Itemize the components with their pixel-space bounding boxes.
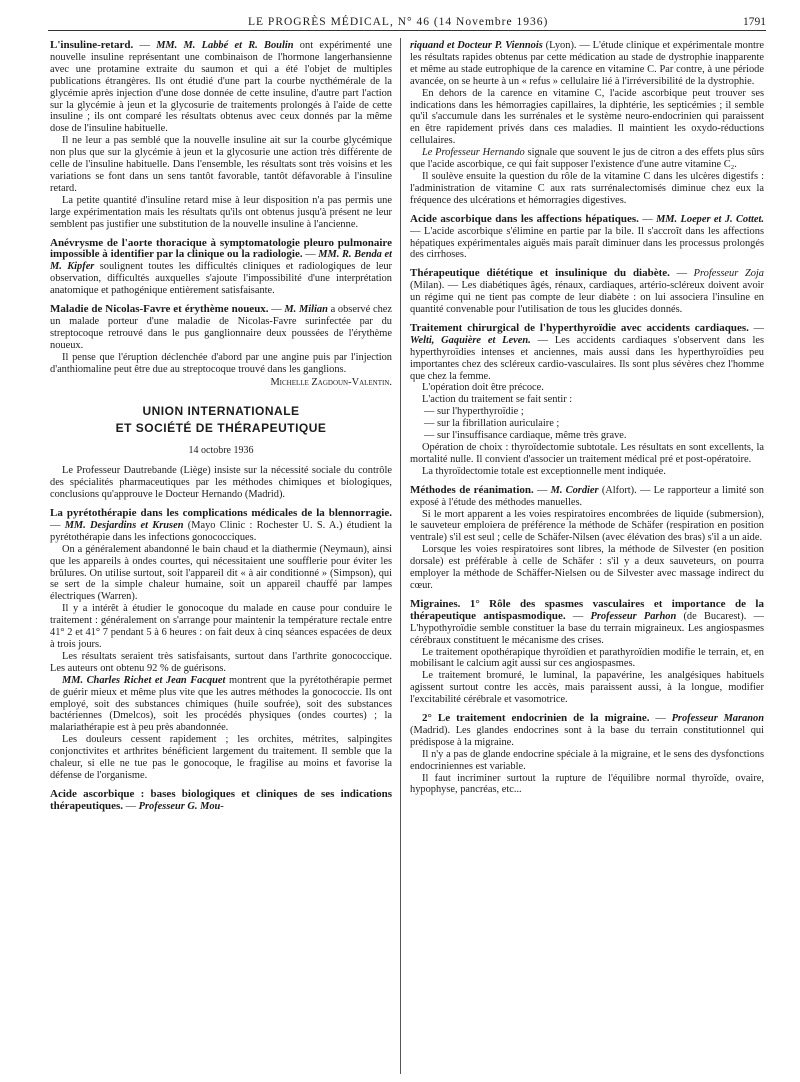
section-authors: Le Professeur Hernando bbox=[422, 147, 525, 159]
section-heading: 2° Le traitement endocrinien de la migraine. bbox=[422, 712, 650, 725]
section-authors: MM. Charles Richet et Jean Facquet bbox=[62, 674, 226, 686]
section-authors: M. Cordier bbox=[550, 484, 599, 496]
section-authors: MM. Desjardins et Krusen bbox=[64, 519, 184, 531]
paragraph: Lorsque les voies respiratoires sont libres, la méthode de Silvester (en position dorsale) est préférable à celle de Schäfer : s'il y a deux sauveteurs, on pourra employer la méthode de Schäffer-Nielsen ou de Silvester avec massage indirect du cœur. bbox=[410, 544, 764, 591]
section-diabete: Thérapeutique diététique et insulinique du diabète. — Professeur Zoja (Milan). — Les diabétiques âgés, rénaux, cardiaques, artério-scléreux doivent avoir un régime qui ne tient pas compte de leur diabète : on lui associera l'insuline en quantité convenable pour l'utilisation de tous les glucides donnés. bbox=[410, 267, 764, 316]
paragraph: Le Professeur Dautrebande (Liège) insiste sur la nécessité sociale du contrôle des spécialités pharmaceutiques par les méthodes chimiques et biologiques, conclusions qu'approuve le Docteur Hernando (Madrid). bbox=[50, 465, 392, 501]
section-heading: Thérapeutique diététique et insulinique du diabète. bbox=[410, 267, 670, 280]
section-authors: riquand et Docteur P. Viennois bbox=[410, 40, 543, 51]
section-authors: Professeur G. Mou- bbox=[138, 800, 224, 812]
section-heading: La pyrétothérapie dans les complications médicales de la blennorragie. bbox=[50, 507, 392, 519]
page-number: 1791 bbox=[743, 16, 766, 28]
paragraph: La petite quantité d'insuline retard mise à leur disposition n'a pas permis une large expérimentation mais les résultats qu'ils ont obtenus jusqu'à présent ne leur semblent pas justifier une substitution de la nouvelle insuline à l'ancienne. bbox=[50, 194, 392, 230]
section-text: (Madrid). Les glandes endocrines sont à la base du terrain constitutionnel qui prédispose à la migraine. bbox=[410, 724, 764, 748]
society-heading-line-2: ET SOCIÉTÉ DE THÉRAPEUTIQUE bbox=[115, 421, 327, 436]
paragraph: L'opération doit être précoce. bbox=[422, 382, 544, 394]
section-reanimation: Méthodes de réanimation. — M. Cordier (Alfort). — Le rapporteur a limité son exposé à l'étude des méthodes manuelles. bbox=[410, 483, 764, 508]
paragraph: Il ne leur a pas semblé que la nouvelle insuline ait sur la courbe glycémique non plus que sur la glycémie à jeun et la glycosurie une action très différente de celle de l'insuline habituelle. Dans l'ensemble, les résultats sont très voisins et les variations se font dans un sens tantôt favorable, tantôt défavorable à l'insuline retard. bbox=[50, 135, 392, 194]
list-item: — sur l'insuffisance cardiaque, même très grave. bbox=[424, 430, 627, 442]
section-heading: Migraines. 1° Rôle des spasmes vasculaires et importance de la thérapeutique antispasmodique. bbox=[410, 597, 764, 622]
section-hyperthyroidie: Traitement chirurgical de l'hyperthyroïdie avec accidents cardiaques. — Welti, Gaquière et Leven. — Les accidents cardiaques s'observent dans les hyperthyroïdies intenses et anciennes, mais aussi dans les hyperthyroïdies peu importantes chez des scléreux cardio-vasculaires. Ils sont plus sévères chez l'homme que chez la femme. bbox=[410, 321, 764, 382]
paragraph: La thyroïdectomie totale est exceptionnelle ment indiquée. bbox=[422, 465, 666, 477]
paragraph: On a généralement abandonné le bain chaud et la diathermie (Neymaun), ainsi que les appareils à ondes courtes, qui nécessitaient une soufflerie pour éviter les brûlures. On utilise surtout, soit l'appareil dit « à air conditionné » (Simpson), qui se sert de la simple chaleur humaine, soit un appareil chauffé par lampes électriques (Warren). bbox=[50, 543, 392, 603]
section-text: signale que souvent le jus de citron a des effets plus sûrs que l'acide ascorbique, ce qui fait supposer l'existence d'une autre vitamine C₂. bbox=[410, 147, 764, 171]
section-authors: M. Milian bbox=[284, 304, 328, 316]
paragraph: L'action du traitement se fait sentir : bbox=[422, 394, 573, 406]
section-heading: Traitement chirurgical de l'hyperthyroïdie avec accidents cardiaques. bbox=[410, 321, 749, 334]
section-acide-ascorbique: Acide ascorbique : bases biologiques et cliniques de ses indications thérapeutiques. — Professeur G. Mou- bbox=[50, 787, 392, 812]
paragraph: Le traitement opothérapique thyroïdien et parathyroïdien modifie le terrain, et, en mobilisant le calcium agit aussi sur ces angiospasmes. bbox=[410, 646, 764, 670]
paragraph: Les résultats seraient très satisfaisants, surtout dans l'arthrite gonococcique. Les auteurs ont obtenu 92 % de guérisons. bbox=[50, 650, 392, 674]
right-column bbox=[410, 40, 764, 1070]
paragraph: Il pense que l'éruption déclenchée d'abord par une angine puis par l'injection d'anthiomaline peut être due au streptocoque trouvé dans les ganglions. bbox=[50, 351, 392, 375]
paragraph: Opération de choix : thyroïdectomie subtotale. Les résultats en sont excellents, la mortalité nulle. Il convient d'associer un traitement médical pré et post-opératoire. bbox=[410, 442, 764, 465]
section-migraine-endocrinien: 2° Le traitement endocrinien de la migraine. — Professeur Maranon (Madrid). Les glandes endocrines sont à la base du terrain constitutionnel qui prédispose à la migraine. bbox=[410, 712, 764, 748]
signature: Michelle Zagdoun-Valentin. bbox=[270, 377, 392, 389]
paragraph: Si le mort apparent a les voies respiratoires encombrées de liquide (submersion), le sauveteur emploiera de préférence la méthode de Schäfer (respiration en position ventrale) s'il est seul ; celle de Schäfer-Nilsen (avec élévation des bras) s'il a un aide. bbox=[410, 508, 764, 544]
paragraph: Il y a intérêt à étudier le gonocoque du malade en cause pour conduire le traitement : généralement on s'arrange pour maintenir la température rectale entre 41° 2 et 41° 7 pendant 5 à 6 heures : on fait deux à cinq séances espacées de deux à trois jours. bbox=[50, 603, 392, 650]
section-migraines: Migraines. 1° Rôle des spasmes vasculaires et importance de la thérapeutique antispasmodique. — Professeur Parhon (de Bucarest). — L'hypothyroïdie semble constituer la base du terrain migraineux. Les angiospasmes cérébraux constituent le mécanisme des crises. bbox=[410, 597, 764, 646]
section-text: (Milan). — Les diabétiques âgés, rénaux, cardiaques, artério-scléreux doivent avoir un régime qui ne tient pas compte de leur diabète : on lui associera l'insuline en quantité convenable pour l'utilisation de tous les glucides donnés. bbox=[410, 280, 764, 316]
section-text: montrent que la pyrétothérapie permet de guérir mieux et même plus vite que les autres méthodes la gonococcie. Ils ont employé, soit des substances chimiques (huile soufrée), soit des substances bactériennes (Dmelcos), soit les procédés physiques (ondes courtes) ; la malariathérapie est à peu près abandonnée. bbox=[50, 674, 392, 734]
section-hepatiques: Acide ascorbique dans les affections hépatiques. — MM. Loeper et J. Cottet. — L'acide ascorbique s'élimine en partie par la bile. Il s'accroît dans les affections hépatiques expérimentales aiguës mais paraît diminuer dans les processus prolongés des cirrhoses. bbox=[410, 212, 764, 261]
list-item: — sur l'hyperthyroïdie ; bbox=[424, 406, 524, 418]
section-authors: Professeur Maranon bbox=[671, 713, 764, 725]
section-text: ont expérimenté une nouvelle insuline représentant une combinaison de l'hormone langerhansienne avec une protamine extraite du saumon et qui a été l'objet de multiples publications étrangères. Ils ont étudié d'une part la courbe nycthémérale de la glycémie après injection d'une dose donnée de cette insuline, d'autre part l'action sur la glycémie à jeun et la glycosurie de traitements prolongés à l'aide de cette insuline ; ils ont comparé les résultats obtenus avec ceux donnés par la même dose de l'insuline habituelle. bbox=[50, 40, 392, 135]
paragraph: Il faut incriminer surtout la rupture de l'équilibre normal thyroïde, ovaire, hypophyse, pancréas, etc... bbox=[410, 772, 764, 796]
section-text: (Alfort). — Le rapporteur a limité son exposé à l'étude des méthodes manuelles. bbox=[410, 484, 764, 508]
session-date: 14 octobre 1936 bbox=[188, 445, 254, 457]
section-authors: Professeur Parhon bbox=[590, 610, 677, 622]
journal-title: LE PROGRÈS MÉDICAL, N° 46 (14 Novembre 1936) bbox=[248, 16, 549, 28]
section-text: soulignent toutes les difficultés cliniques et radiologiques de leur observation, difficultés auxquelles s'ajoute l'impossibilité d'une interprétation anatomique et pathogénique entièrement satisfaisante. bbox=[50, 261, 392, 297]
section-heading: Acide ascorbique : bases biologiques et cliniques de ses indications thérapeutiques. bbox=[50, 787, 392, 812]
paragraph: Il soulève ensuite la question du rôle de la vitamine C dans les ulcères digestifs : l'administration de vitamine C aux rats surrénalectomisés diminue chez eux la fréquence des ulcérations et hémorragies digestives. bbox=[410, 170, 764, 206]
section-text: (Lyon). — L'étude clinique et expérimentale montre les résultats rapides obtenus par cette médication au stade de dystrophie inapparente et même au stade eutrophique de la carence en vitamine C. Par contre, à une période avancée, on se heurte à un « refus » cellulaire lié à l'irréversibilité de la dystrophie. bbox=[410, 40, 764, 87]
section-heading: Maladie de Nicolas-Favre et érythème noueux. bbox=[50, 303, 269, 316]
running-header bbox=[0, 10, 800, 32]
society-heading-line-1: UNION INTERNATIONALE bbox=[142, 404, 300, 419]
section-heading: Méthodes de réanimation. bbox=[410, 483, 534, 496]
section-text: (Mayo Clinic : Rochester U. S. A.) étudient la pyrétothérapie dans les infections gonococciques. bbox=[50, 519, 392, 543]
paragraph bbox=[50, 675, 392, 735]
section-heading: Acide ascorbique dans les affections hépatiques. bbox=[410, 212, 639, 225]
society-heading bbox=[50, 403, 392, 437]
paragraph: Il n'y a pas de glande endocrine spéciale à la migraine, et le sens des dysfonctions endocriniennes est variable. bbox=[410, 748, 764, 772]
section-insuline-retard: L'insuline-retard. — MM. M. Labbé et R. Boulin ont expérimenté une nouvelle insuline représentant une combinaison de l'hormone langerhansienne avec une protamine extraite du saumon et qui a été l'objet de multiples publications étrangères. Ils ont étudié d'une part la courbe nycthémérale de la glycémie après injection d'une dose donnée de cette insuline, d'autre part l'action sur la glycémie à jeun et la glycosurie de traitements prolongés à l'aide de cette insuline ; ils ont comparé les résultats obtenus avec ceux donnés par la même dose de l'insuline habituelle. bbox=[50, 40, 392, 135]
section-nicolas-favre: Maladie de Nicolas-Favre et érythème noueux. — M. Milian a observé chez un malade porteur d'une maladie de Nicolas-Favre surinfectée par du streptocoque retrouvé dans le pus ganglionnaire deux poussées de l'érythème noueux. bbox=[50, 303, 392, 351]
paragraph: Les douleurs cessent rapidement ; les orchites, métrites, salpingites conjonctivites et arthrites bénéficient largement du traitement. Il semble que la chaleur, si elle ne tue pas le gonocoque, le fragilise au moins et favorise la défense de l'organisme. bbox=[50, 734, 392, 781]
section-continued bbox=[410, 40, 764, 88]
section-text: — L'acide ascorbique s'élimine en partie par la bile. Il s'accroît dans les affections hépatiques expérimentales aiguës mais paraît diminuer dans les processus prolongés des cirrhoses. bbox=[410, 225, 764, 261]
paragraph: Le traitement bromuré, le luminal, la papavérine, les analgésiques habituels agissent surtout contre les accès, mais paraissent aussi, à la longue, modifier l'excitabilité cérébrale et vasomotrice. bbox=[410, 670, 764, 706]
section-authors: MM. Loeper et J. Cottet. bbox=[656, 213, 764, 225]
section-text: — Les accidents cardiaques s'observent dans les hyperthyroïdies intenses et anciennes, mais aussi dans les hyperthyroïdies peu importantes chez des scléreux cardio-vasculaires. Ils sont plus sévères chez l'homme que chez la femme. bbox=[410, 334, 764, 382]
section-authors: Welti, Gaquière et Leven. bbox=[410, 334, 531, 346]
paragraph bbox=[410, 147, 764, 171]
section-anevrysme: Anévrysme de l'aorte thoracique à symptomatologie pleuro pulmonaire impossible à identifier par la clinique ou la radiologie. — MM. R. Benda et M. Kipfer soulignent toutes les difficultés cliniques et radiologiques de leur observation, difficultés auxquelles s'ajoute l'impossibilité d'une interprétation anatomique et pathogénique entièrement satisfaisante. bbox=[50, 236, 392, 297]
section-heading: Anévrysme de l'aorte thoracique à symptomatologie pleuro pulmonaire impossible à identifier par la clinique ou la radiologie. bbox=[50, 236, 392, 261]
section-text: a observé chez un malade porteur d'une maladie de Nicolas-Favre surinfectée par du streptocoque retrouvé dans le pus ganglionnaire deux poussées de l'érythème noueux. bbox=[50, 304, 392, 351]
treatment-list bbox=[410, 406, 764, 442]
column-divider bbox=[400, 38, 401, 1074]
section-authors: Professeur Zoja bbox=[693, 268, 764, 280]
section-pyretotherapie: La pyrétothérapie dans les complications médicales de la blennorragie. — MM. Desjardins et Krusen (Mayo Clinic : Rochester U. S. A.) étudient la pyrétothérapie dans les infections gonococciques. bbox=[50, 507, 392, 543]
section-authors: MM. M. Labbé et R. Boulin bbox=[156, 40, 294, 51]
section-text: (de Bucarest). — L'hypothyroïdie semble constituer la base du terrain migraineux. Les angiospasmes cérébraux constituent le mécanisme des crises. bbox=[410, 610, 764, 646]
header-rule bbox=[48, 30, 766, 31]
list-item: — sur la fibrillation auriculaire ; bbox=[424, 418, 560, 430]
section-heading: L'insuline-retard. bbox=[50, 40, 134, 51]
paragraph: En dehors de la carence en vitamine C, l'acide ascorbique peut trouver ses indications dans les hémorragies capillaires, la diphtérie, les septicémies ; il semble qu'il s'accumule dans les surrénales et le système neuro-endocrinien qui paraissent en être rapidement privés dans ces maladies. Il maintient les oxydo-réductions cellulaires. bbox=[410, 87, 764, 147]
section-authors: MM. R. Benda et M. Kipfer bbox=[50, 249, 392, 273]
left-column bbox=[50, 40, 392, 1070]
